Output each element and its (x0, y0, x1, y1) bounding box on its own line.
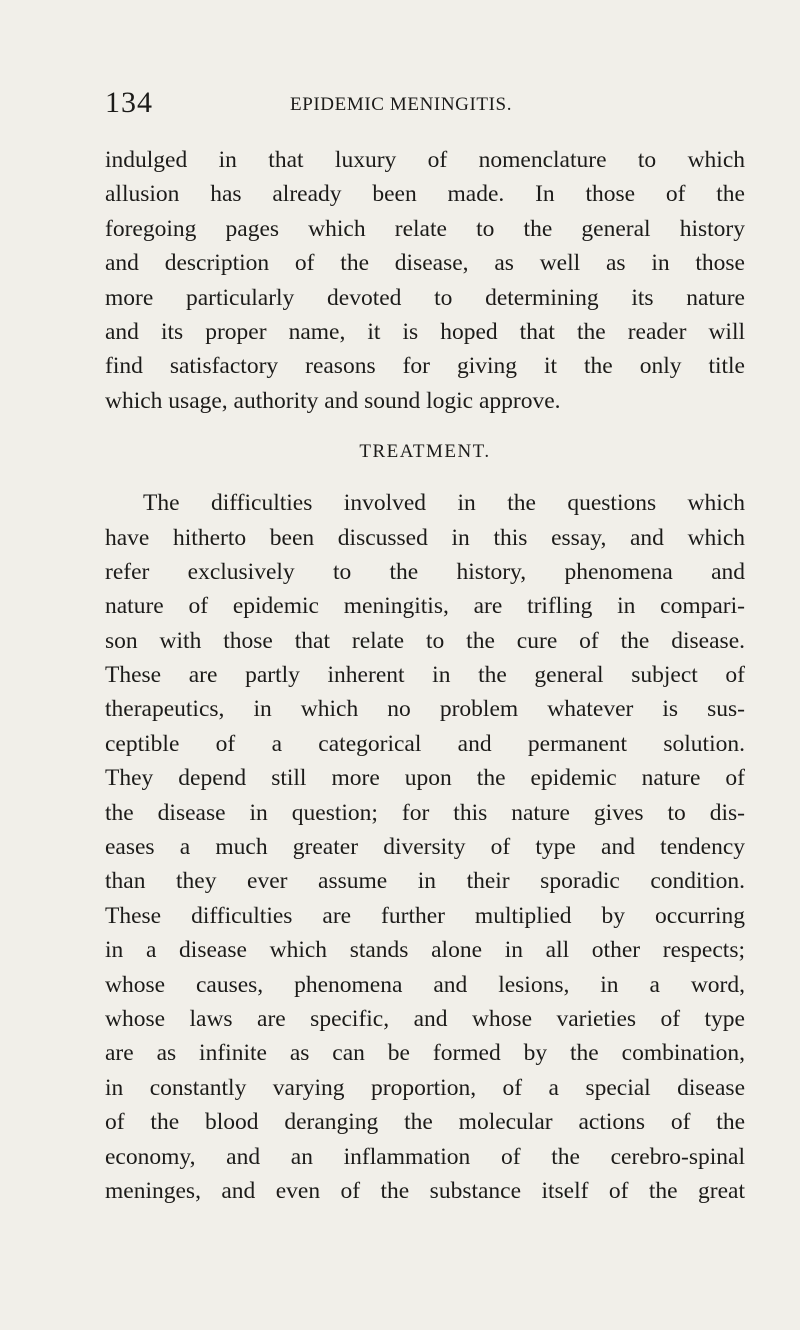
text-line: and description of the disease, as well as in those (105, 250, 745, 277)
paragraph-treatment (105, 486, 745, 1208)
text-line: in a disease which stands alone in all other respects; (105, 937, 745, 964)
text-line: have hitherto been discussed in this essay, and which (105, 524, 745, 551)
text-line: therapeutics, in which no problem whatever is sus- (105, 696, 745, 723)
text-line: They depend still more upon the epidemic nature of (105, 765, 745, 792)
text-line: are as infinite as can be formed by the combination, (105, 1040, 745, 1067)
text-line: economy, and an inflammation of the cerebro-spinal (105, 1143, 745, 1170)
text-line: meninges, and even of the substance itself of the great (105, 1177, 745, 1204)
running-head (105, 86, 745, 126)
text-line: find satisfactory reasons for giving it the only title (105, 353, 745, 380)
text-line: more particularly devoted to determining its nature (105, 284, 745, 311)
section-heading: TREATMENT. (359, 441, 491, 463)
body-text (105, 143, 745, 1208)
text-line: the disease in question; for this nature gives to dis- (105, 799, 745, 826)
text-line: than they ever assume in their sporadic condition. (105, 868, 745, 895)
text-line: in constantly varying proportion, of a special disease (105, 1074, 745, 1101)
text-line: whose causes, phenomena and lesions, in a word, (105, 971, 745, 998)
text-line: and its proper name, it is hoped that the reader will (105, 318, 745, 345)
text-line: eases a much greater diversity of type and tendency (105, 834, 745, 861)
paragraph-continuation (105, 143, 745, 418)
text-line: son with those that relate to the cure of the disease. (105, 627, 745, 654)
text-line: of the blood deranging the molecular actions of the (105, 1109, 745, 1136)
text-line: allusion has already been made. In those of the (105, 181, 745, 208)
text-line: These are partly inherent in the general subject of (105, 662, 745, 689)
text-line: The difficulties involved in the questions which (143, 490, 745, 517)
text-line: which usage, authority and sound logic approve. (105, 387, 561, 414)
text-line: ceptible of a categorical and permanent solution. (105, 730, 745, 757)
page-number: 134 (105, 86, 153, 119)
text-line: foregoing pages which relate to the general history (105, 215, 745, 242)
text-line: nature of epidemic meningitis, are trifling in compari- (105, 593, 745, 620)
running-title: EPIDEMIC MENINGITIS. (290, 94, 513, 115)
text-line: whose laws are specific, and whose varieties of type (105, 1005, 745, 1032)
text-line: indulged in that luxury of nomenclature to which (105, 147, 745, 173)
text-line: refer exclusively to the history, phenomena and (105, 558, 745, 585)
text-line: These difficulties are further multiplied by occurring (105, 902, 745, 929)
